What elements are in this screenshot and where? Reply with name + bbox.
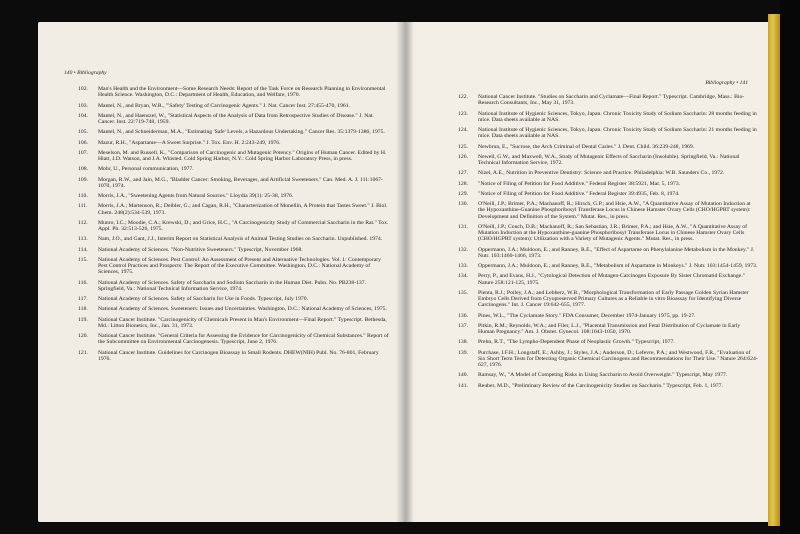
reference-item: [458, 224, 758, 243]
reference-number: 135.: [458, 289, 468, 296]
reference-number: 106.: [78, 139, 88, 146]
reference-number: 118.: [78, 306, 88, 313]
reference-text: Pitkin, R.M.; Reynolds, W.A.; and Filer, L.J., "Placental Transmission and Fetal Distribution of Cyclamate in Early Human Pregnancy." Am. J. Obstet. Gynecol. 108:1043-1050, 1970.: [478, 322, 741, 335]
reference-number: 125.: [458, 143, 468, 150]
reference-item: [458, 372, 758, 378]
reference-number: 130.: [458, 201, 468, 207]
reference-item: [78, 350, 390, 363]
right-page: [404, 22, 768, 522]
reference-item: [78, 306, 390, 312]
reference-text: National Academy of Sciences. Safety of Saccharin and Sodium Saccharin in the Human Diet. Pubn. No. PB238-137. Springfield, Va.: National Technical Information Service, 1974.: [98, 279, 367, 292]
reference-text: Meselson, M. and Russell, K., "Comparison of Carcinogenic and Mutagenic Potency." Origins of Human Cancer. Edited by H. Hiatt, J.D. Watson, and J.A. Winsted. Cold Spring Harbor, N.Y.: Cold Spring Harbor Laboratory Press, in press.: [98, 149, 387, 162]
reference-number: 131.: [458, 223, 468, 230]
reference-number: 128.: [458, 180, 468, 187]
reference-text: Mazur, R.H., "Aspartame—A Sweet Surprise." J. Tox. Env. H. 2:243-249, 1976.: [98, 139, 281, 146]
reference-text: O'Neill, J.P.; Couch, D.B.; Machanoff, R.; San Sebastian, J.R.; Brimer, P.A.; and Hsie, A.W., "A Quantitative Assay of Mutation Induction at the Hypoxanthine-guanine Phosphoribosyl Transferase Locus in Chinese Hamster Ovary Cells (CHO/HGPRT system): Utilization with a Variety of Mutagenic Agents." Mutat. Res., in press.: [478, 223, 747, 243]
reference-number: 132.: [458, 246, 468, 253]
reference-item: [458, 111, 758, 124]
left-page: [38, 22, 404, 522]
reference-item: [78, 113, 390, 126]
reference-item: [458, 127, 758, 140]
reference-text: Morris, J.A.; Martenson, R.; Deibler, G.; and Cagan, R.H., "Characterization of Monellin, A Protein that Tastes Sweet." J. Biol. Chem. 248(2):534-539, 1973.: [98, 203, 388, 216]
reference-number: 129.: [458, 190, 468, 197]
reference-number: 126.: [458, 153, 468, 160]
reference-text: National Cancer Institute. "Carcinogenicity of Chemicals Present in Man's Environment—Final Report." Typescript. Bethesda, Md.: Litton Bionetics, Inc., Jan. 31, 1973.: [98, 316, 387, 329]
reference-text: Newbrun, E., "Sucrose, the Arch Criminal of Dental Caries." J. Dent. Child. 36:239-248, 1969.: [478, 143, 695, 150]
reference-number: 104.: [78, 112, 88, 119]
right-running-head: Bibliography • 141: [705, 80, 748, 86]
reference-text: National Institute of Hygienic Sciences, Tokyo, Japan. Chronic Toxicity Study of Sodium Saccharin: 28 months feeding in mice. Data sheets available at NAS.: [478, 110, 757, 123]
reference-text: Man's Health and the Environment—Some Research Needs: Report of the Task Force on Research Planning in Environmental Health Science. Washington, D.C.: Department of Health, Education, and Welfare, 1970.: [98, 86, 386, 99]
reference-item: [458, 290, 758, 309]
reference-item: [458, 339, 758, 345]
reference-number: 109.: [78, 176, 88, 183]
reference-number: 127.: [458, 170, 468, 177]
reference-item: [458, 154, 758, 167]
reference-item: [78, 193, 390, 199]
reference-text: Oppermann, J.A.; Muldoon, E.; and Ranney, R.E., "Effect of Aspartame on Phenylalanine Metabolism in the Monkey." J. Nutr. 103:1460-1466, 1973.: [478, 246, 755, 259]
reference-text: O'Neill, J.P.; Brimer, P.A.; Machanoff, R.; Hirsch, G.P.; and Hsie, A.W., "A Quantitative Assay of Mutation Induction at the Hypoxanthine-Guanine Phosphoribosyl Transferase Locus in Chinese Hamster Ovary Cells (CHO/HGPRT system): Development and Definition of the System." Mutat. Res., in press.: [478, 201, 751, 220]
left-running-head: 140 • Bibliography: [64, 70, 107, 76]
reference-text: Reuber, M.D., "Preliminary Review of the Carcinogenicity Studies on Saccharin." Typescript, Feb. 1, 1977.: [478, 382, 723, 389]
reference-number: 124.: [458, 127, 468, 133]
reference-number: 133.: [458, 263, 468, 269]
reference-text: Purchase, I.F.H.; Longstaff, E.; Ashby, J.; Styles, J.A.; Anderson, D.; Lefevre, P.A.; and Westwood, F.R., "Evaluation of Six Short Term Tests for Detecting Organic Chemical Carcinogens and Recommendations for Their Use." Nature 264:624-627, 1976.: [478, 349, 758, 368]
reference-number: 120.: [78, 333, 88, 339]
reference-number: 140.: [458, 372, 468, 379]
reference-item: [78, 166, 390, 172]
reference-item: [458, 263, 758, 269]
reference-text: Ramsay, W., "A Model of Competing Risks in Using Saccharin to Avoid Overweight." Typescript, May 1977.: [478, 372, 728, 379]
reference-item: [458, 323, 758, 336]
reference-number: 107.: [78, 149, 88, 156]
reference-item: [458, 383, 758, 389]
reference-number: 110.: [78, 193, 88, 199]
reference-text: Newell, G.W., and Maxwell, W.A., Study of Mutagenic Effects of Saccharin (Insoluble). Springfield, Va.: National Technical Information Service, 1972.: [478, 153, 740, 166]
reference-number: 113.: [78, 236, 88, 243]
reference-item: [78, 236, 390, 242]
reference-text: National Academy of Sciences. Sweeteners: Issues and Uncertainties. Washington, D.C.: National Academy of Sciences, 1975.: [98, 306, 387, 313]
reference-text: Morgan, R.W., and Jain, M.G., "Bladder Cancer: Smoking, Beverages, and Artificial Sweeteners." Can. Med. A. J. 111:1067-1070, 1974.: [98, 176, 383, 189]
reference-item: [78, 140, 390, 146]
reference-text: Mantel, N., and Schneiderman, M.A., "Estimating 'Safe' Levels, a Hazardous Undertaking." Cancer Res. 35:1379-1386, 1975.: [98, 129, 385, 136]
reference-item: [78, 103, 390, 109]
reference-number: 137.: [458, 322, 468, 329]
reference-number: 138.: [458, 339, 468, 346]
reference-text: Morris, J.A., "Sweetening Agents from Natural Sources." Lloydia 39(1): 25-38, 1976.: [98, 193, 294, 199]
reference-text: Nam, J.O., and Gant, J.J., Interim Report on Statistical Analysis of Animal Testing Studies on Saccharin. Unpublished. 1974.: [98, 236, 383, 243]
reference-item: [458, 144, 758, 150]
reference-text: National Cancer Institute. "Studies on Saccharin and Cyclamate—Final Report." Typescript. Cambridge, Mass.: Bio-Research Consultants, Inc., May 31, 1973.: [478, 94, 745, 107]
reference-item: [78, 203, 390, 216]
reference-item: [78, 296, 390, 302]
reference-text: Prehn, R.T., "The Lympho-Dependent Phase of Neoplastic Growth." Typescript, 1977.: [478, 339, 675, 346]
scan-border: [780, 0, 800, 534]
reference-text: National Academy of Sciences. Safety of Saccharin for Use in Foods. Typescript, July 1970.: [98, 296, 309, 302]
right-reference-list: [458, 94, 758, 393]
reference-text: National Cancer Institute. "General Criteria for Assessing the Evidence for Carcinogenicity of Chemical Substances." Report of the Subcommittee on Environmental Carcinogenesis. Typescript, June 2, 1976.: [98, 333, 389, 346]
reference-text: Pines, W.L., "The Cyclamate Story." FDA Consumer, December 1974-January 1975, pp. 19-27.: [478, 312, 696, 319]
reference-item: [458, 181, 758, 187]
reference-text: Pienta, R.J.; Poiley, J.A.; and Lebherz, W.B., "Morphological Transformation of Early Passage Golden Syrian Hamster Embryo Cells Derived from Cryopreserved Primary Cultures as a Reliable in vitro Bioassay for Identifying Diverse Carcinogens." Int. J. Cancer 19:642-655, 1977.: [478, 289, 749, 309]
left-reference-list: [78, 86, 390, 366]
reference-number: 119.: [78, 316, 88, 323]
reference-text: National Academy of Sciences. "Non-Nutritive Sweeteners." Typescript, November 1968.: [98, 246, 303, 253]
reference-number: 121.: [78, 349, 88, 356]
reference-item: [78, 129, 390, 135]
reference-item: [458, 313, 758, 319]
reference-item: [458, 191, 758, 197]
reference-item: [78, 333, 390, 346]
reference-text: Mantel, N., and Bryan, W.R., "'Safety' Testing of Carcinogenic Agents." J. Nat. Cancer Inst. 27:455-470, 1961.: [98, 102, 350, 109]
reference-text: Mohr, U., Personal communication, 1977.: [98, 166, 194, 173]
reference-item: [78, 86, 390, 99]
reference-text: Munro, I.C.; Moodie, C.A.; Krewski, D.; and Grice, H.C., "A Carcinogenicity Study of Commercial Saccharin in the Rat." Tox. Appl. Ph. 32:513-526, 1975.: [98, 219, 389, 232]
reference-item: [78, 177, 390, 190]
reference-number: 114.: [78, 246, 88, 253]
reference-item: [458, 170, 758, 176]
reference-number: 139.: [458, 349, 468, 356]
reference-item: [78, 150, 390, 163]
reference-number: 103.: [78, 102, 88, 109]
reference-item: [78, 247, 390, 253]
reference-number: 105.: [78, 129, 88, 136]
reference-item: [78, 280, 390, 293]
reference-number: 141.: [458, 382, 468, 389]
reference-item: [78, 257, 390, 276]
reference-text: "Notice of Filing of Petition for Food Additive." Federal Register 39:4935, Feb. 8, 1974.: [478, 190, 680, 197]
reference-item: [78, 220, 390, 233]
reference-text: Perry, P., and Evans, H.J., "Cytological Detection of Mutagen-Carcinogen Exposure By Sister Chromatid Exchange." Nature 258:121-125, 1975.: [478, 273, 745, 286]
reference-number: 117.: [78, 296, 88, 302]
reference-text: National Academy of Sciences. Pest Control: An Assessment of Present and Alternative Technologies. Vol. 1: Contemporary Pest Control Practices and Prospects: The Report of the Executive Committee. Washington, D.C.: National Academy of Sciences, 1975.: [98, 256, 381, 276]
reference-text: Oppermann, J.A.; Muldoon, E.; and Ranney, R.E., "Metabolism of Aspartame in Monkeys." J. Nutr. 103:1454-1459, 1973.: [478, 263, 758, 269]
reference-number: 102.: [78, 86, 88, 92]
reference-text: National Institute of Hygienic Sciences, Tokyo, Japan. Chronic Toxicity Study of Sodium Saccharin: 21 months feeding in mice. Data sheets available at NAS.: [478, 127, 757, 140]
reference-number: 116.: [78, 279, 88, 286]
reference-item: [458, 247, 758, 260]
reference-text: Nizel, A.E., Nutrition in Preventive Dentistry: Science and Practice. Philadelphia: W.B. Saunders Co., 1972.: [478, 170, 725, 177]
reference-text: Mantel, N., and Haenszel, W., "Statistical Aspects of the Analysis of Data from Retrospective Studies of Disease." J. Nat. Cancer. Inst. 22:719-748, 1959.: [98, 112, 374, 125]
reference-text: "Notice of Filing of Petition for Food Additive." Federal Register 38:5921, Mar. 5, 1973.: [478, 180, 681, 187]
reference-item: [458, 201, 758, 220]
reference-text: National Cancer Institute. Guidelines for Carcinogen Bioassay in Small Rodents. DHEW(NIH) Publ. No. 76-801, February 1976.: [98, 349, 379, 362]
reference-item: [458, 273, 758, 286]
reference-number: 134.: [458, 273, 468, 280]
reference-number: 136.: [458, 312, 468, 319]
reference-item: [78, 317, 390, 330]
reference-item: [458, 94, 758, 107]
reference-number: 123.: [458, 110, 468, 117]
reference-item: [458, 350, 758, 369]
reference-number: 115.: [78, 256, 88, 263]
reference-number: 112.: [78, 219, 88, 226]
reference-number: 111.: [78, 203, 88, 210]
page-edge-tab: [768, 14, 780, 526]
reference-number: 108.: [78, 166, 88, 173]
reference-number: 122.: [458, 94, 468, 100]
